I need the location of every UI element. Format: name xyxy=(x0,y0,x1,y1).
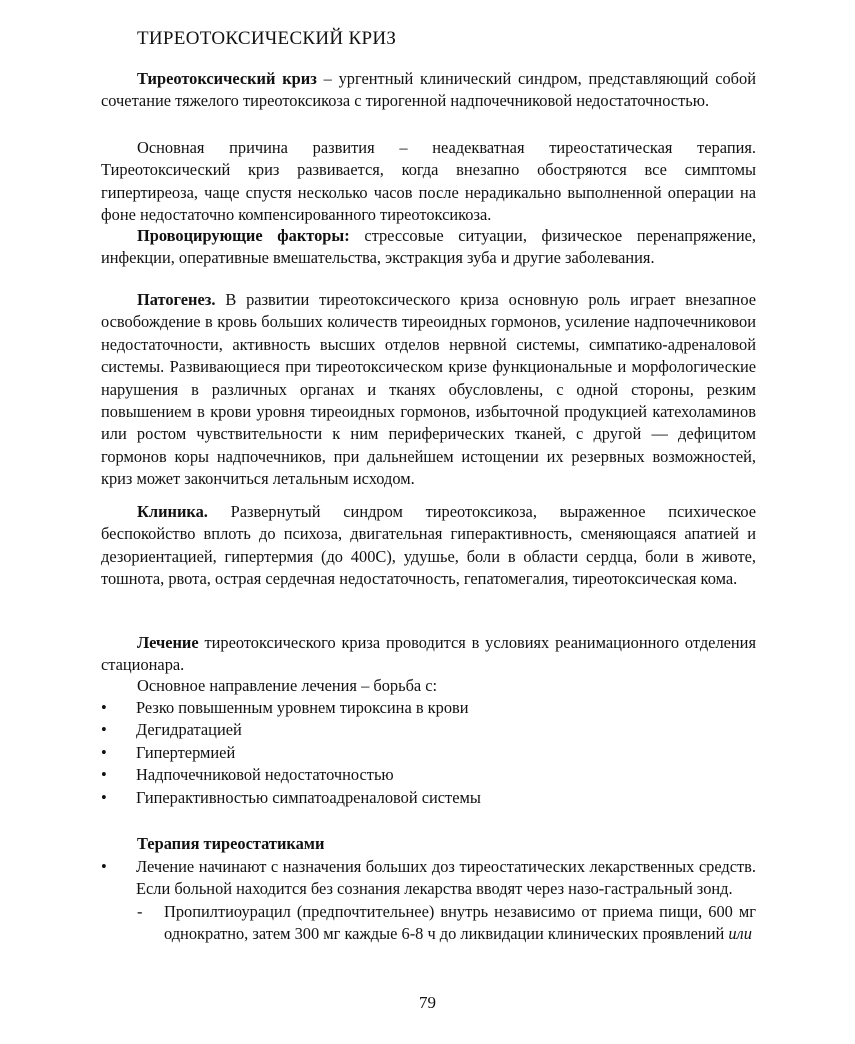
definition-text: – ургентный клинический синдром, представляющий собой сочетание тяжелого тиреотоксикоза с тирогенной надпочечниковой недостаточностью. xyxy=(101,69,756,111)
bullet-icon: • xyxy=(101,742,107,762)
treatment-term: Лечение xyxy=(137,633,199,652)
treatment-paragraph xyxy=(101,632,756,677)
factors-term: Провоцирующие факторы: xyxy=(137,226,350,245)
clinic-term: Клиника. xyxy=(137,502,208,521)
dash-icon: - xyxy=(137,901,143,921)
factors-paragraph xyxy=(101,225,756,270)
bullet-icon: • xyxy=(101,720,107,740)
list-item: • Дегидратацией xyxy=(101,719,756,741)
bullet-icon: • xyxy=(101,787,107,807)
bullet-icon: • xyxy=(101,765,107,785)
sub-list-item: - Пропилтиоурацил (предпочтительнее) внутрь независимо от приема пищи, 600 мг однократно, затем 300 мг каждые 6-8 ч до ликвидации клинических проявлений или xyxy=(137,901,756,944)
treatment-text: тиреотоксического криза проводится в условиях реанимационного отделения стационара. xyxy=(101,633,756,675)
list-item: • Гипертермией xyxy=(101,742,756,764)
treatment-list xyxy=(101,697,756,809)
pathogenesis-text: В развитии тиреотоксического криза основную роль играет внезапное освобождение в кровь больших количеств тиреоидных гормонов, усиление надпочечниковои недостаточности, активность высших отделов нервной системы, симпатико-адреналовой системы. Развивающиеся при тиреотоксическом кризе функциональные и морфологические нарушения в различных органах и тканях обусловлены, с одной стороны, резким повышением в крови уровня тиреоидных гормонов, избыточной продукцией катехоламинов или ростом чувствительности к ним периферических тканей, с другой — дефицитом гормонов коры надпочечников, при дальнейшем истощении их резервных возможностей, криз может закончиться летальным исходом. xyxy=(101,290,756,489)
clinic-paragraph xyxy=(101,501,756,591)
list-item: • Резко повышенным уровнем тироксина в крови xyxy=(101,697,756,719)
therapy-heading: Терапия тиреостатиками xyxy=(137,834,325,853)
list-item: • Лечение начинают с назначения больших доз тиреостатических лекарственных средств. Если больной находится без сознания лекарства вводят через назо-гастральный зонд. xyxy=(101,857,756,899)
bullet-icon: • xyxy=(101,857,107,876)
treatment-intro: Основное направление лечения – борьба с: xyxy=(137,676,438,695)
cause-paragraph xyxy=(101,137,756,227)
pathogenesis-paragraph xyxy=(101,289,756,491)
list-item: • Надпочечниковой недостаточностью xyxy=(101,764,756,786)
clinic-text: Развернутый синдром тиреотоксикоза, выраженное психическое беспокойство вплоть до психоза, двигательная гиперактивность, сменяющаяся апатией и дезориентацией, гипертермия (до 400С), удушье, боли в области сердца, боли в животе, тошнота, рвота, острая сердечная недостаточность, гепатомегалия, тиреотоксическая кома. xyxy=(101,502,756,589)
definition-term: Тиреотоксический криз xyxy=(137,69,317,88)
bullet-icon: • xyxy=(101,698,107,717)
page-title: ТИРЕОТОКСИЧЕСКИЙ КРИЗ xyxy=(137,28,397,49)
factors-text: стрессовые ситуации, физическое перенапряжение, инфекции, оперативные вмешательства, экстракция зуба и другие заболевания. xyxy=(101,226,756,268)
definition-paragraph xyxy=(101,68,756,113)
therapy-section xyxy=(101,833,756,855)
pathogenesis-term: Патогенез. xyxy=(137,290,216,309)
list-item: • Гиперактивностью симпатоадреналовой системы xyxy=(101,787,756,809)
cause-text: Основная причина развития – неадекватная тиреостатическая терапия. Тиреотоксический криз развивается, когда внезапно обостряются все симптомы гипертиреоза, чаще спустя несколько часов после нерадикально выполненной операции на фоне недостаточно компенсированного тиреотоксикоза. xyxy=(101,138,756,225)
therapy-list xyxy=(101,856,756,946)
page-number: 79 xyxy=(419,993,436,1012)
